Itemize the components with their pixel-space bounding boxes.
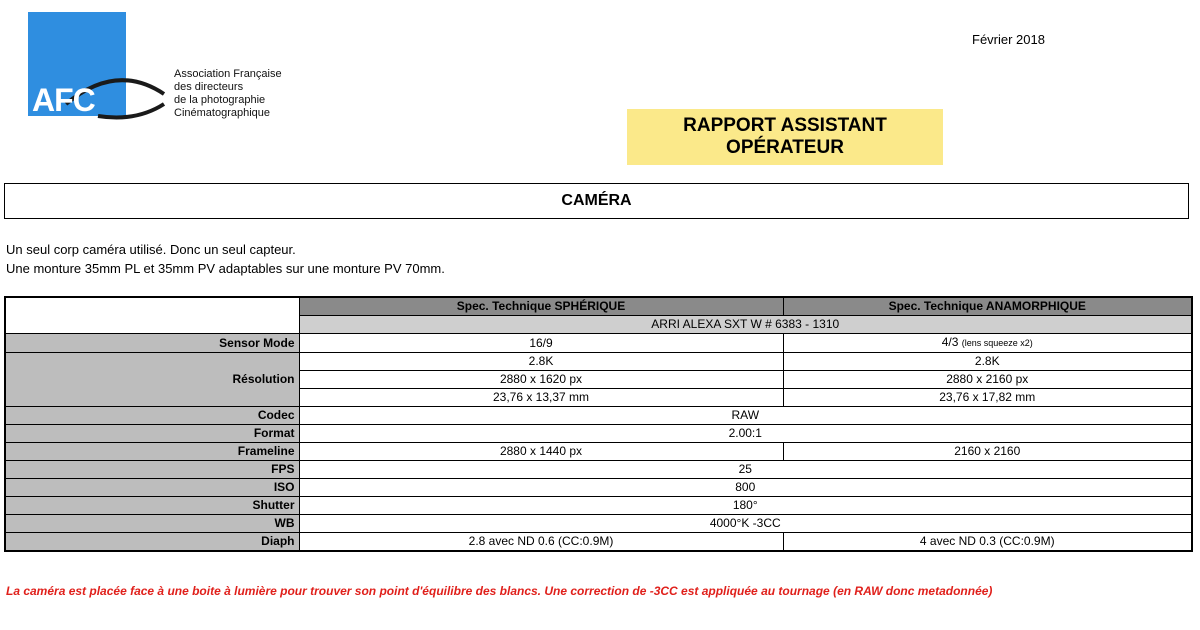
intro-text bbox=[6, 240, 445, 278]
logo-line-1: Association Française bbox=[174, 68, 282, 80]
title-line-2: OPÉRATEUR bbox=[726, 137, 844, 158]
table-row bbox=[5, 497, 1192, 515]
diaph-spherical: 2.8 avec ND 0.6 (CC:0.9M) bbox=[299, 533, 783, 552]
report-title bbox=[627, 109, 943, 165]
report-date: Février 2018 bbox=[972, 32, 1045, 47]
table-row bbox=[5, 425, 1192, 443]
table-row bbox=[5, 443, 1192, 461]
title-line-1: RAPPORT ASSISTANT bbox=[683, 115, 887, 136]
logo-line-3: de la photographie bbox=[174, 94, 266, 106]
row-label-diaph: Diaph bbox=[5, 533, 299, 552]
iso-value: 800 bbox=[299, 479, 1192, 497]
sensor-mode-anamorphic-note: (lens squeeze x2) bbox=[961, 338, 1033, 348]
afc-logo bbox=[6, 12, 306, 120]
row-label-frameline: Frameline bbox=[5, 443, 299, 461]
header-spherical: Spec. Technique SPHÉRIQUE bbox=[299, 297, 783, 316]
row-label-wb: WB bbox=[5, 515, 299, 533]
logo-letters: AFC bbox=[32, 82, 95, 118]
header-anamorphic: Spec. Technique ANAMORPHIQUE bbox=[783, 297, 1192, 316]
table-row bbox=[5, 334, 1192, 353]
frameline-spherical: 2880 x 1440 px bbox=[299, 443, 783, 461]
table-header-row bbox=[5, 297, 1192, 316]
intro-line-1: Un seul corp caméra utilisé. Donc un seul capteur. bbox=[6, 242, 296, 257]
camera-spec-table bbox=[4, 296, 1193, 552]
sensor-mode-anamorphic bbox=[783, 334, 1192, 353]
resolution-spherical-2: 2880 x 1620 px bbox=[299, 371, 783, 389]
camera-row-blank bbox=[5, 316, 299, 334]
row-label-sensor-mode: Sensor Mode bbox=[5, 334, 299, 353]
table-row bbox=[5, 353, 1192, 371]
resolution-spherical-3: 23,76 x 13,37 mm bbox=[299, 389, 783, 407]
wb-value: 4000°K -3CC bbox=[299, 515, 1192, 533]
frameline-anamorphic: 2160 x 2160 bbox=[783, 443, 1192, 461]
row-label-iso: ISO bbox=[5, 479, 299, 497]
table-row bbox=[5, 515, 1192, 533]
camera-row bbox=[5, 316, 1192, 334]
format-value: 2.00:1 bbox=[299, 425, 1192, 443]
resolution-anamorphic-1: 2.8K bbox=[783, 353, 1192, 371]
white-balance-note: La caméra est placée face à une boite à lumière pour trouver son point d'équilibre des blancs. Une correction de -3CC est appliquée au tournage (en RAW donc metadonnée) bbox=[6, 584, 993, 598]
codec-value: RAW bbox=[299, 407, 1192, 425]
section-heading: CAMÉRA bbox=[4, 183, 1189, 219]
row-label-shutter: Shutter bbox=[5, 497, 299, 515]
sensor-mode-spherical: 16/9 bbox=[299, 334, 783, 353]
table-row bbox=[5, 407, 1192, 425]
resolution-anamorphic-3: 23,76 x 17,82 mm bbox=[783, 389, 1192, 407]
table-row bbox=[5, 461, 1192, 479]
resolution-spherical-1: 2.8K bbox=[299, 353, 783, 371]
camera-model: ARRI ALEXA SXT W # 6383 - 1310 bbox=[299, 316, 1192, 334]
row-label-codec: Codec bbox=[5, 407, 299, 425]
logo-caption bbox=[174, 68, 282, 120]
logo-line-4: Cinématographique bbox=[174, 107, 271, 119]
shutter-value: 180° bbox=[299, 497, 1192, 515]
fps-value: 25 bbox=[299, 461, 1192, 479]
table-corner bbox=[5, 297, 299, 316]
row-label-resolution: Résolution bbox=[5, 353, 299, 407]
row-label-fps: FPS bbox=[5, 461, 299, 479]
logo-line-2: des directeurs bbox=[174, 81, 244, 93]
table-row bbox=[5, 479, 1192, 497]
resolution-anamorphic-2: 2880 x 2160 px bbox=[783, 371, 1192, 389]
sensor-mode-anamorphic-value: 4/3 bbox=[941, 335, 959, 349]
table-row bbox=[5, 533, 1192, 552]
row-label-format: Format bbox=[5, 425, 299, 443]
diaph-anamorphic: 4 avec ND 0.3 (CC:0.9M) bbox=[783, 533, 1192, 552]
intro-line-2: Une monture 35mm PL et 35mm PV adaptables sur une monture PV 70mm. bbox=[6, 261, 445, 276]
